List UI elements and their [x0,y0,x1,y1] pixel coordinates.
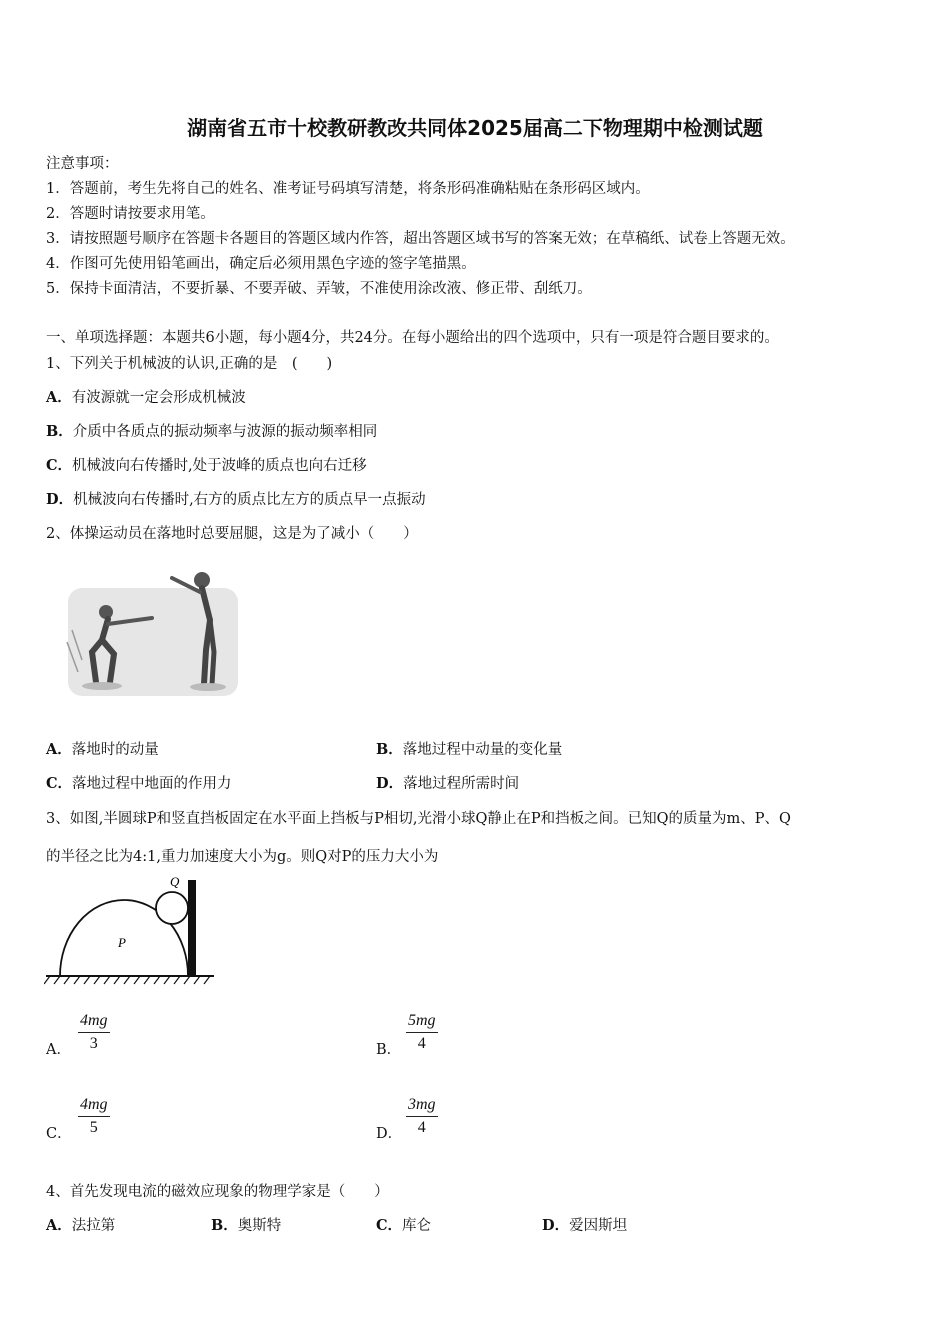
option-text: 有波源就一定会形成机械波 [71,390,246,406]
q3-stem-line2: 的半径之比为4:1,重力加速度大小为g。则Q对P的压力大小为 [46,849,439,865]
notice-item-4: 4．作图可先使用铅笔画出，确定后必须用黑色字迹的签字笔描黑。 [46,256,476,272]
option-text: 机械波向右传播时,右方的质点比左方的质点早一点振动 [73,492,426,508]
page-title: 湖南省五市十校教研教改共同体2025届高二下物理期中检测试题 [187,116,763,140]
q3-stem-line1: 3、如图,半圆球P和竖直挡板固定在水平面上挡板与P相切,光滑小球Q静止在P和挡板之间。已知Q的质量为m、P、Q [46,811,791,827]
option-text: 爱因斯坦 [569,1218,628,1234]
option-text: 法拉第 [71,1218,116,1234]
notice-heading: 注意事项： [46,156,119,172]
q3-option-d-fraction [406,1096,438,1137]
label-p: P [118,935,126,950]
q4-option-b [211,1214,281,1235]
option-text: 落地过程中地面的作用力 [72,776,232,792]
denominator: 5 [89,1119,98,1136]
q4-option-c [376,1214,431,1235]
q2-option-c [46,772,232,793]
option-letter: B． [46,423,73,440]
option-text: 介质中各质点的振动频率与波源的振动频率相同 [72,424,378,440]
q1-stem: 1、下列关于机械波的认识,正确的是 ( ) [46,356,333,372]
option-letter: B． [211,1217,238,1234]
notice-item-5: 5．保持卡面清洁，不要折暴、不要弄破、弄皱，不准使用涂改液、修正带、刮纸刀。 [46,281,592,297]
numerator: 5mg [406,1012,438,1033]
option-letter: C． [46,775,73,792]
q1-option-c [46,454,367,475]
denominator: 4 [417,1119,426,1136]
option-letter: D． [542,1217,570,1234]
option-letter: C． [376,1217,403,1234]
q3-option-c-fraction [78,1096,110,1137]
notice-item-3: 3．请按照题号顺序在答题卡各题目的答题区域内作答，超出答题区域书写的答案无效；在草稿纸、试卷上答题无效。 [46,231,795,247]
q2-stem: 2、体操运动员在落地时总要屈腿，这是为了减小（ ） [46,526,418,542]
option-text: 奥斯特 [237,1218,282,1234]
notice-item-2: 2．答题时请按要求用笔。 [46,206,215,222]
section-heading: 一、单项选择题：本题共6小题，每小题4分，共24分。在每小题给出的四个选项中，只有一项是符合题目要求的。 [46,330,779,346]
q3-option-a-fraction [78,1012,110,1053]
option-letter: A． [46,1217,72,1234]
option-letter: B． [376,741,403,758]
option-text: 落地时的动量 [71,742,159,758]
denominator: 4 [417,1035,426,1052]
option-text: 机械波向右传播时,处于波峰的质点也向右迁移 [72,458,367,474]
label-q: Q [170,874,180,889]
numerator: 3mg [406,1096,438,1117]
option-text: 落地过程中动量的变化量 [402,742,563,758]
option-letter: D． [46,491,74,508]
notice-item-1: 1．答题前，考生先将自己的姓名、准考证号码填写清楚，将条形码准确粘贴在条形码区域内。 [46,181,650,197]
option-text: 落地过程所需时间 [403,776,520,792]
option-letter: D． [376,775,404,792]
q3-option-a-letter: A． [46,1042,71,1058]
q3-option-c-letter: C． [46,1126,72,1142]
q1-option-b [46,420,377,441]
q4-option-d [542,1214,627,1235]
numerator: 4mg [78,1096,110,1117]
q3-option-b-fraction [406,1012,438,1053]
option-letter: A． [46,741,72,758]
option-letter: A． [46,389,72,406]
q2-option-b [376,738,562,759]
q3-option-d-letter: D． [376,1126,403,1142]
q1-option-d [46,488,426,509]
q4-stem: 4、首先发现电流的磁效应现象的物理学家是（ ） [46,1184,389,1200]
q3-option-b-letter: B． [376,1042,402,1058]
q2-option-a [46,738,159,759]
q4-option-a [46,1214,115,1235]
option-letter: C． [46,457,73,474]
option-text: 库仑 [402,1218,432,1234]
q1-option-a [46,386,246,407]
q2-option-d [376,772,519,793]
gymnast-figure [62,560,242,700]
denominator: 3 [89,1035,98,1052]
sphere-figure [44,872,224,990]
numerator: 4mg [78,1012,110,1033]
